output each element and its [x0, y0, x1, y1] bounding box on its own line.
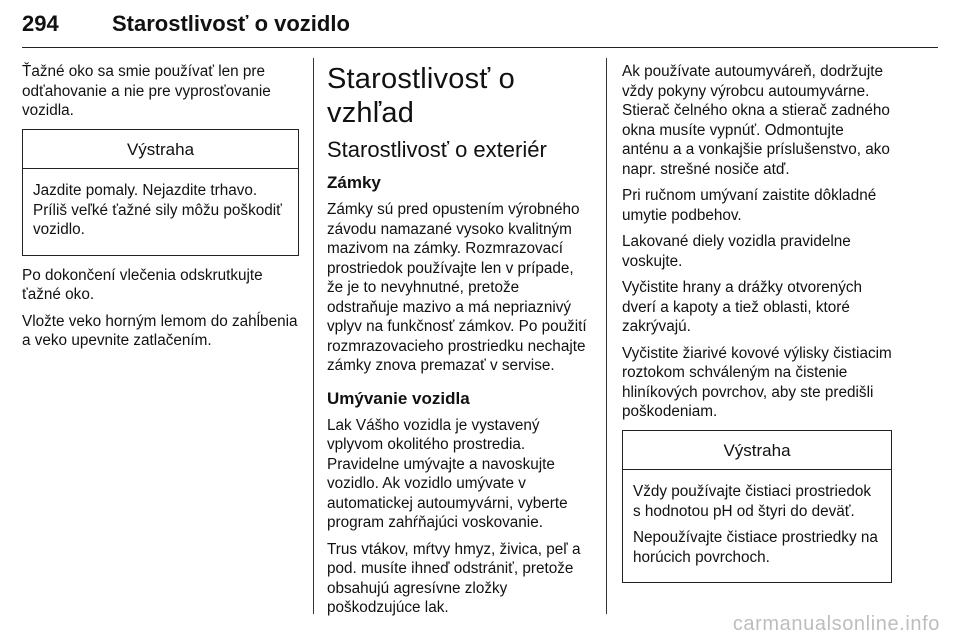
warning-box: [22, 129, 299, 256]
header-rule: [22, 47, 938, 48]
page-number: 294: [22, 11, 59, 36]
subsection-heading: Starostlivosť o exteriér: [327, 137, 547, 162]
warning-title: Výstraha: [23, 130, 298, 170]
page-title: Starostlivosť o vozidlo: [112, 11, 350, 36]
paragraph: Zámky sú pred opustením výrobného závodu namazané vysoko kvalitným mazivom na zámky. Rozmrazovací prostriedok používajte len v prípade, že je to nevyhnutné, pretože odstraňuje mazivo a má nepriaznivý vplyv na funkčnosť zámkov. Po použití rozmrazovacieho prostriedku nechajte zámky znova premazať v servise.: [327, 201, 587, 374]
topic-heading-washing: Umývanie vozidla: [327, 388, 470, 408]
watermark: carmanualsonline.info: [732, 613, 940, 635]
paragraph: Trus vtákov, mŕtvy hmyz, živica, peľ a pod. musíte ihneď odstrániť, pretože obsahujú agresívne zložky poškodzujúce lak.: [327, 540, 581, 616]
column-divider: [606, 58, 607, 614]
column-divider: [313, 58, 314, 614]
paragraph: Vložte veko horným lemom do zahĺbenia a veko upevnite zatlačením.: [22, 312, 298, 349]
column-middle: [327, 62, 592, 625]
paragraph: Lakované diely vozidla pravidelne voskujte.: [622, 233, 851, 270]
paragraph: Vyčistite hrany a drážky otvorených dverí a kapoty a tiež oblasti, ktoré zakrývajú.: [622, 279, 863, 335]
warning-box: [622, 430, 892, 584]
column-right: [622, 62, 892, 593]
warning-body: [23, 169, 298, 255]
warning-text: Jazdite pomaly. Nejazdite trhavo. Príliš veľké ťažné sily môžu poškodiť vozidlo.: [33, 182, 282, 238]
paragraph: Ak používate autoumyváreň, dodržujte vždy pokyny výrobcu autoumyvárne. Stierač čelného okna a stierač zadného okna musíte vypnúť. Odmontujte anténu a a vonkajšie príslušenstvo, ako napr. strešné nosiče atď.: [622, 63, 890, 178]
warning-body: [623, 470, 891, 582]
paragraph: Vyčistite žiarivé kovové výlisky čistiacim roztokom schváleným na čistenie hliníkových povrchov, aby ste predišli poškodeniam.: [622, 344, 892, 420]
paragraph: Ťažné oko sa smie používať len pre odťahovanie a nie pre vyprosťovanie vozidla.: [22, 63, 271, 119]
paragraph: Pri ručnom umývaní zaistite dôkladné umytie podbehov.: [622, 187, 877, 224]
paragraph: Lak Vášho vozidla je vystavený vplyvom okolitého prostredia. Pravidelne umývajte a navoskujte vozidlo. Ak vozidlo umývate v automatickej autoumyvárni, vyberte program zahŕňajúci voskovanie.: [327, 416, 568, 531]
warning-text: Vždy používajte čistiaci prostriedok s hodnotou pH od štyri do deväť.: [633, 483, 872, 520]
column-left: [22, 62, 299, 358]
warning-text: Nepoužívajte čistiace prostriedky na horúcich povrchoch.: [633, 529, 878, 566]
topic-heading-locks: Zámky: [327, 173, 381, 192]
warning-title: Výstraha: [623, 431, 891, 471]
paragraph: Po dokončení vlečenia odskrutkujte ťažné oko.: [22, 266, 263, 303]
page-header: [22, 6, 938, 52]
section-heading: Starostlivosť o vzhľad: [327, 63, 515, 129]
